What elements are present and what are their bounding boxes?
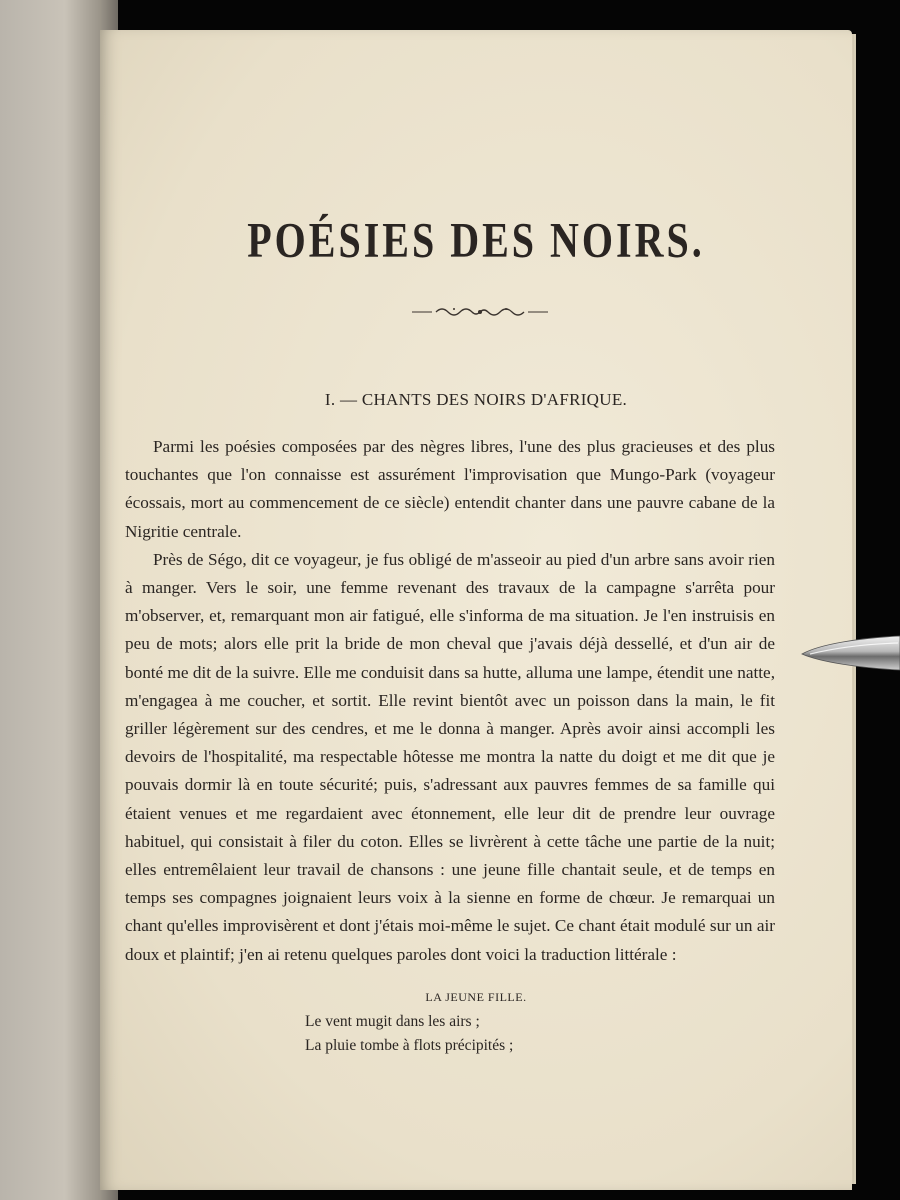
- body-text: [125, 433, 775, 969]
- section-heading: I. — CHANTS DES NOIRS D'AFRIQUE.: [324, 390, 628, 409]
- poem-line: Le vent mugit dans les airs ;: [305, 1013, 480, 1030]
- metal-bookmark-icon: [800, 630, 900, 678]
- page-title: POÉSIES DES NOIRS.: [247, 211, 705, 268]
- book-page: [100, 30, 852, 1190]
- poem: [305, 1010, 705, 1058]
- poem-line: La pluie tombe à flots précipités ;: [305, 1037, 514, 1054]
- paragraph: Près de Ségo, dit ce voyageur, je fus obligé de m'asseoir au pied d'un arbre sans avoir rien à manger. Vers le soir, une femme revenant des travaux de la campagne s'arrêta pour m'observer, et, remarquant mon air fatigué, elle s'informa de ma situation. Je l'en instruisis en peu de mots; alors elle prit la bride de mon cheval que j'avais déjà dessellé, et d'un air de bonté me dit de la suivre. Elle me conduisit dans sa hutte, alluma une lampe, étendit une natte, m'engagea à me coucher, et sortit. Elle revint bientôt avec un poisson dans la main, le fit griller légèrement sur des cendres, et me le donna à manger. Après avoir ainsi accompli les devoirs de l'hospitalité, ma respectable hôtesse me montra la natte du doigt et me dit que je pouvais dormir là en toute sécurité; puis, s'adressant aux pauvres femmes de sa famille qui étaient venues et me regardaient avec étonnement, elle leur dit de prendre leur ouvrage habituel, qui consistait à filer du coton. Elles se livrèrent à cette tâche une partie de la nuit; elles entremêlaient leur travail de chansons : une jeune fille chantait seule, et de temps en temps ses compagnes joignaient leurs voix à la sienne en forme de chœur. Je remarquai un chant qu'elles improvisèrent et dont j'étais moi-même le sujet. Ce chant était modulé sur un air doux et plaintif; j'en ai retenu quelques paroles dont voici la traduction littérale :: [125, 549, 775, 964]
- paragraph: Parmi les poésies composées par des nègres libres, l'une des plus gracieuses et des plus touchantes que l'on connaisse est assurément l'improvisation que Mungo-Park (voyageur écossais, mort au commencement de ce siècle) entendit chanter dans une pauvre cabane de la Nigritie centrale.: [125, 437, 775, 541]
- poem-speaker: LA JEUNE FILLE.: [425, 990, 527, 1004]
- ornament-divider-icon: [410, 302, 550, 322]
